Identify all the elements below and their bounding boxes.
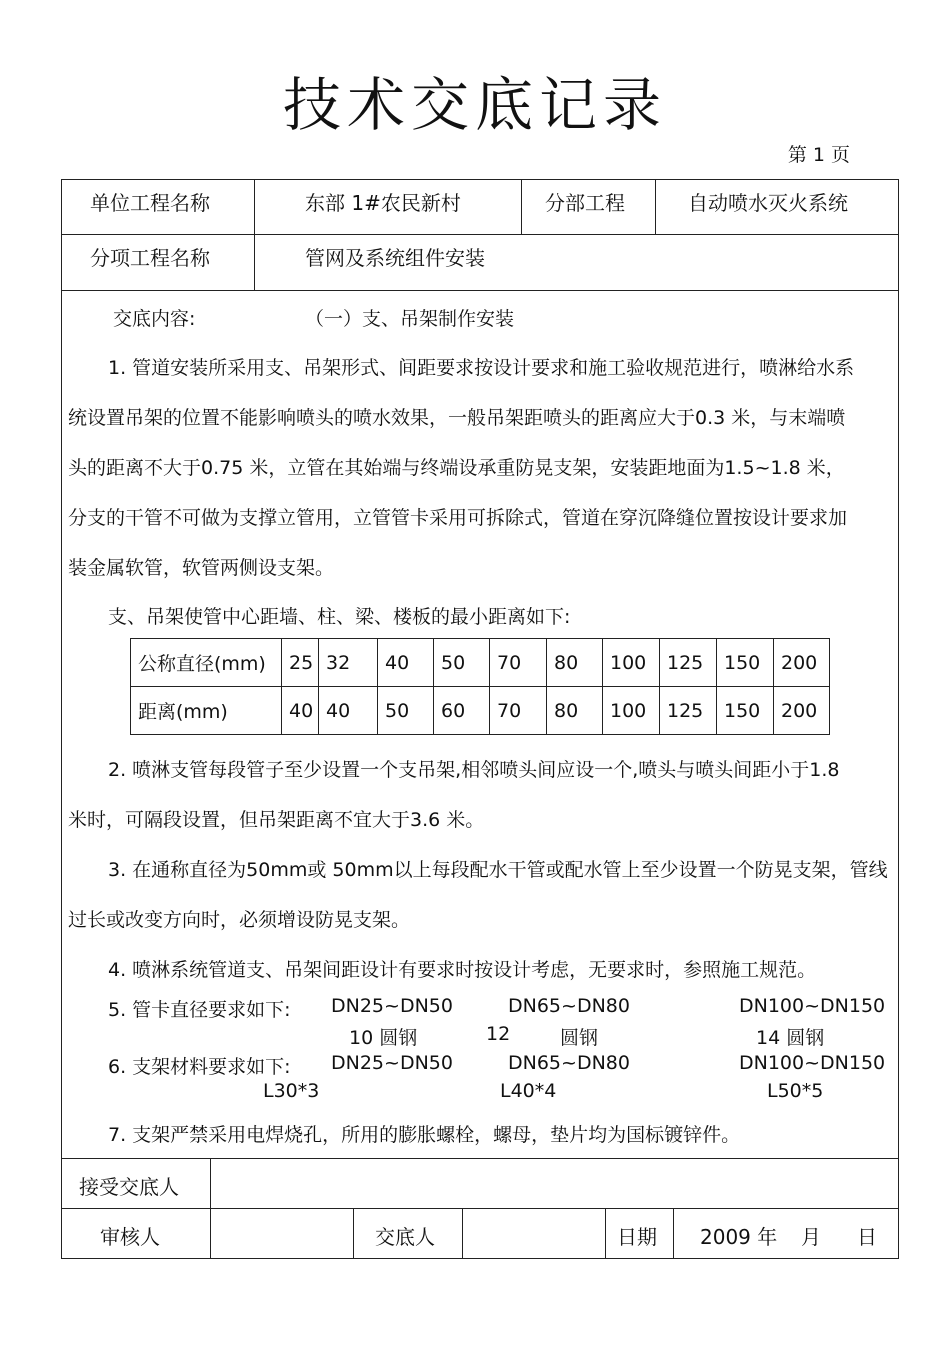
table-cell: 40 (282, 687, 319, 735)
reviewer-signature-field[interactable] (214, 1212, 349, 1254)
table-cell: 150 (717, 639, 774, 687)
table-cell: 100 (603, 687, 660, 735)
p5-col-2: DN65~DN80 (508, 995, 630, 1017)
p3-line-1: 3. 在通称直径为50mm或 50mm以上每段配水干管或配水管上至少设置一个防晃支架，管线 (108, 859, 888, 881)
p5-label: 5. 管卡直径要求如下: (108, 999, 291, 1021)
table-cell: 32 (319, 639, 378, 687)
table-cell: 25 (282, 639, 319, 687)
reviewer-label: 审核人 (100, 1225, 160, 1249)
table-row (131, 639, 830, 687)
p1-line-3: 头的距离不大于0.75 米，立管在其始端与终端设承重防晃支架，安装距地面为1.5~1.8 米， (68, 457, 845, 479)
p6-val-1: L30*3 (263, 1080, 320, 1102)
table-cell: 60 (434, 687, 490, 735)
receiver-signature-field[interactable] (214, 1162, 894, 1204)
p1-line-5: 装金属软管，软管两侧设支架。 (68, 557, 335, 579)
p6-col-2: DN65~DN80 (508, 1052, 630, 1074)
table-cell: 80 (547, 687, 603, 735)
receiver-label: 接受交底人 (79, 1175, 179, 1199)
table-row-label: 公称直径(mm) (131, 639, 282, 687)
table-cell: 100 (603, 639, 660, 687)
table-cell: 40 (378, 639, 434, 687)
date-day: 日 (857, 1225, 877, 1249)
p3-line-2: 过长或改变方向时，必须增设防晃支架。 (68, 909, 411, 931)
p2-line-1: 2. 喷淋支管每段管子至少设置一个支吊架,相邻喷头间应设一个,喷头与喷头间距小于1.8 (108, 759, 840, 781)
p4: 4. 喷淋系统管道支、吊架间距设计有要求时按设计考虑，无要求时，参照施工规范。 (108, 959, 817, 981)
document-title: 技术交底记录 (282, 71, 667, 139)
division-label: 分部工程 (545, 191, 625, 215)
date-year: 2009 年 (700, 1225, 778, 1249)
table-cell: 70 (490, 687, 547, 735)
section-title: （一）支、吊架制作安装 (305, 308, 515, 330)
p7: 7. 支架严禁采用电焊烧孔，所用的膨胀螺栓，螺母，垫片均为国标镀锌件。 (108, 1124, 741, 1146)
p5-val-1: 10 圆钢 (349, 1027, 418, 1049)
table-cell: 50 (434, 639, 490, 687)
p5-col-1: DN25~DN50 (331, 995, 453, 1017)
p2-line-2: 米时，可隔段设置，但吊架距离不宜大于3.6 米。 (68, 809, 485, 831)
p5-val-3: 14 圆钢 (756, 1027, 825, 1049)
p6-col-3: DN100~DN150 (739, 1052, 886, 1074)
p1-line-1: 1. 管道安装所采用支、吊架形式、间距要求按设计要求和施工验收规范进行，喷淋给水系 (108, 357, 855, 379)
table-cell: 125 (660, 687, 717, 735)
p6-val-3: L50*5 (767, 1080, 824, 1102)
p1-line-4: 分支的干管不可做为支撑立管用，立管管卡采用可拆除式，管道在穿沉降缝位置按设计要求加 (68, 507, 848, 529)
table-cell: 200 (774, 687, 830, 735)
table-cell: 70 (490, 639, 547, 687)
p5-val-2a: 12 (486, 1023, 511, 1045)
subitem-value: 管网及系统组件安装 (305, 246, 485, 270)
p5-val-2b: 圆钢 (560, 1027, 599, 1049)
table-cell: 200 (774, 639, 830, 687)
content-intro-label: 交底内容: (113, 308, 196, 330)
division-value: 自动喷水灭火系统 (688, 191, 848, 215)
discloser-label: 交底人 (375, 1225, 435, 1249)
subitem-label: 分项工程名称 (90, 246, 210, 270)
discloser-signature-field[interactable] (466, 1212, 601, 1254)
p1-line-2: 统设置吊架的位置不能影响喷头的喷水效果，一般吊架距喷头的距离应大于0.3 米，与末端喷 (68, 407, 846, 429)
table-cell: 150 (717, 687, 774, 735)
page-number: 第 1 页 (787, 144, 850, 166)
unit-project-label: 单位工程名称 (90, 191, 210, 215)
p5-col-3: DN100~DN150 (739, 995, 886, 1017)
unit-project-value: 东部 1#农民新村 (305, 191, 461, 215)
p6-col-1: DN25~DN50 (331, 1052, 453, 1074)
table-cell: 40 (319, 687, 378, 735)
table-cell: 50 (378, 687, 434, 735)
table-row (131, 687, 830, 735)
table-cell: 125 (660, 639, 717, 687)
table-cell: 80 (547, 639, 603, 687)
date-month: 月 (801, 1225, 821, 1249)
p6-val-2: L40*4 (500, 1080, 557, 1102)
table-row-label: 距离(mm) (131, 687, 282, 735)
p6-label: 6. 支架材料要求如下: (108, 1056, 291, 1078)
table-intro: 支、吊架使管中心距墙、柱、梁、楼板的最小距离如下: (108, 606, 571, 628)
date-label: 日期 (617, 1225, 657, 1249)
distance-table (130, 638, 830, 735)
